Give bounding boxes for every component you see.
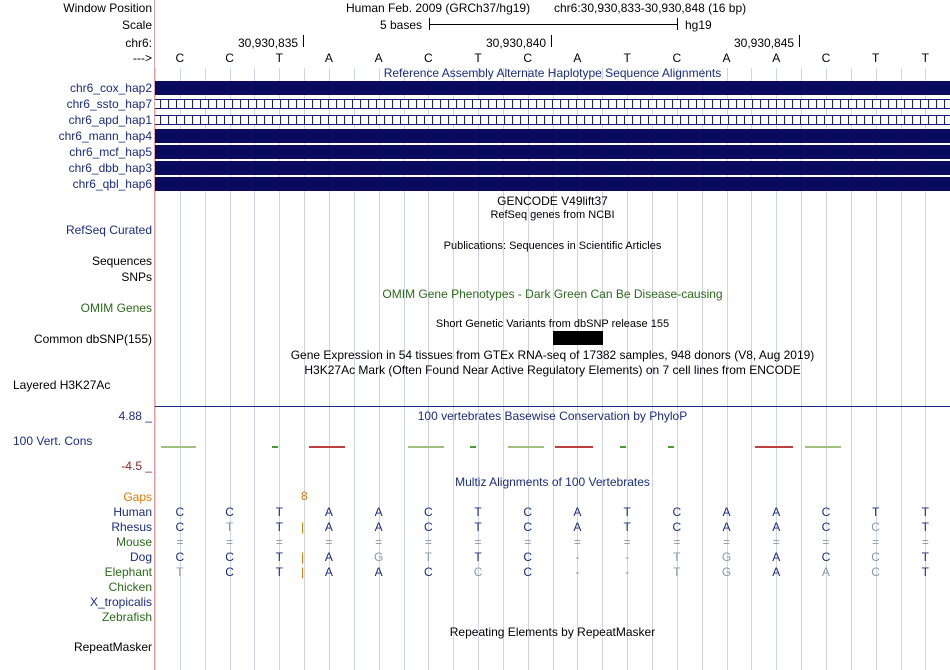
aligned-base: T bbox=[673, 565, 681, 579]
scale-bar-right-tick bbox=[677, 18, 678, 30]
aligned-base: A bbox=[324, 550, 333, 564]
haplotype-bar[interactable] bbox=[155, 99, 950, 109]
aligned-base: A bbox=[374, 505, 383, 519]
phylop-track-label[interactable]: 100 Vert. Cons bbox=[13, 434, 93, 448]
aligned-base: = bbox=[573, 535, 581, 549]
ruler-tick-label-1: 30,930,835 bbox=[238, 36, 299, 50]
publications-description: Publications: Sequences in Scientific Articles bbox=[443, 240, 662, 252]
aligned-base: = bbox=[424, 535, 432, 549]
species-label[interactable]: Zebrafish bbox=[101, 610, 152, 624]
aligned-base: T bbox=[623, 520, 631, 534]
aligned-base: C bbox=[523, 550, 533, 564]
phylop-score-mark bbox=[620, 446, 626, 448]
hap-label-mann[interactable]: chr6_mann_hap4 bbox=[58, 129, 152, 143]
haplotype-bar[interactable] bbox=[155, 81, 950, 95]
strand-arrow-label: ---> bbox=[133, 51, 152, 65]
alt-haplotype-title: Reference Assembly Alternate Haplotype Sequence Alignments bbox=[383, 66, 722, 80]
aligned-base: A bbox=[772, 505, 781, 519]
aligned-base: C bbox=[175, 550, 185, 564]
ruler-tick-label-2: 30,930,840 bbox=[486, 36, 547, 50]
sequence-base: A bbox=[573, 51, 582, 65]
hap-label-dbb[interactable]: chr6_dbb_hap3 bbox=[68, 161, 152, 175]
scale-bases-text: 5 bases bbox=[380, 18, 423, 32]
omim-label[interactable]: OMIM Genes bbox=[80, 301, 152, 315]
ruler-tick-label-3: 30,930,845 bbox=[734, 36, 795, 50]
aligned-base: T bbox=[921, 550, 930, 564]
aligned-base: T bbox=[424, 550, 433, 564]
hap-label-ssto[interactable]: chr6_ssto_hap7 bbox=[66, 97, 152, 111]
aligned-base: = bbox=[723, 535, 731, 549]
repeatmasker-description: Repeating Elements by RepeatMasker bbox=[449, 625, 656, 639]
assembly-text: Human Feb. 2009 (GRCh37/hg19) bbox=[346, 1, 531, 15]
aligned-base: A bbox=[324, 565, 333, 579]
species-label[interactable]: Mouse bbox=[115, 535, 152, 549]
aligned-base: = bbox=[375, 535, 383, 549]
sequence-base: T bbox=[623, 51, 631, 65]
aligned-base: C bbox=[225, 565, 234, 579]
track-label-column bbox=[0, 0, 155, 670]
haplotype-bar[interactable] bbox=[155, 115, 950, 125]
aligned-base: = bbox=[921, 535, 929, 549]
aligned-base: C bbox=[225, 505, 234, 519]
haplotype-bar[interactable] bbox=[155, 145, 950, 159]
aligned-base: C bbox=[871, 565, 880, 579]
ruler-tick-2 bbox=[551, 35, 552, 47]
aligned-base: = bbox=[176, 535, 184, 549]
sequence-base: A bbox=[722, 51, 731, 65]
species-label[interactable]: X_tropicalis bbox=[89, 595, 152, 609]
dbsnp-description: Short Genetic Variants from dbSNP release 155 bbox=[435, 318, 670, 330]
sequence-base: A bbox=[772, 51, 781, 65]
position-text: chr6:30,930,833-30,930,848 (16 bp) bbox=[554, 1, 747, 15]
species-label[interactable]: Elephant bbox=[104, 565, 152, 579]
aligned-base: A bbox=[772, 520, 781, 534]
phylop-top-line bbox=[155, 406, 950, 407]
aligned-base: A bbox=[772, 565, 781, 579]
aligned-base: A bbox=[324, 520, 333, 534]
aligned-base: T bbox=[275, 505, 283, 519]
sequence-base: C bbox=[821, 51, 831, 65]
sequence-base: A bbox=[374, 51, 383, 65]
sequence-base: C bbox=[424, 51, 433, 65]
species-label[interactable]: Rhesus bbox=[111, 520, 152, 534]
phylop-score-mark bbox=[161, 446, 196, 448]
sequence-base: C bbox=[175, 51, 185, 65]
aligned-base: A bbox=[722, 520, 731, 534]
species-label[interactable]: Dog bbox=[129, 550, 152, 564]
aligned-base: T bbox=[871, 505, 880, 519]
gap-marker: | bbox=[301, 520, 305, 534]
aligned-base: T bbox=[176, 565, 184, 579]
hap-label-cox[interactable]: chr6_cox_hap2 bbox=[69, 81, 152, 95]
sequence-base: T bbox=[275, 51, 283, 65]
aligned-base: C bbox=[424, 520, 433, 534]
aligned-base: A bbox=[324, 505, 333, 519]
phylop-score-mark bbox=[508, 446, 544, 448]
gaps-label: Gaps bbox=[123, 490, 152, 504]
aligned-base: C bbox=[523, 505, 533, 519]
aligned-base: = bbox=[226, 535, 234, 549]
aligned-base: A bbox=[772, 550, 781, 564]
aligned-base: = bbox=[872, 535, 880, 549]
haplotype-bar[interactable] bbox=[155, 161, 950, 175]
aligned-base: A bbox=[374, 520, 383, 534]
aligned-base: = bbox=[524, 535, 532, 549]
sequences-label[interactable]: Sequences bbox=[91, 254, 152, 268]
aligned-base: C bbox=[424, 565, 433, 579]
aligned-base: C bbox=[424, 505, 433, 519]
aligned-base: A bbox=[722, 505, 731, 519]
refseq-label[interactable]: RefSeq Curated bbox=[65, 223, 152, 237]
aligned-base: A bbox=[573, 505, 582, 519]
aligned-base: - bbox=[575, 565, 580, 579]
aligned-base: T bbox=[474, 520, 482, 534]
aligned-base: T bbox=[275, 565, 283, 579]
aligned-base: = bbox=[772, 535, 780, 549]
gtex-description: Gene Expression in 54 tissues from GTEx RNA-seq of 17382 samples, 948 donors (V8, Aug 2019) bbox=[290, 348, 815, 362]
aligned-base: T bbox=[474, 505, 482, 519]
hap-label-qbl[interactable]: chr6_qbl_hap6 bbox=[72, 177, 152, 191]
aligned-base: C bbox=[175, 505, 185, 519]
aligned-base: A bbox=[374, 565, 383, 579]
scale-label: Scale bbox=[121, 18, 152, 32]
aligned-base: A bbox=[821, 565, 830, 579]
haplotype-bar[interactable] bbox=[155, 129, 950, 143]
aligned-base: C bbox=[672, 520, 682, 534]
sequence-base: A bbox=[324, 51, 333, 65]
aligned-base: G bbox=[373, 550, 384, 564]
omim-title: OMIM Gene Phenotypes - Dark Green Can Be Disease-causing bbox=[382, 287, 723, 301]
phylop-score-mark bbox=[309, 446, 345, 448]
aligned-base: = bbox=[623, 535, 631, 549]
aligned-base: T bbox=[921, 520, 930, 534]
phylop-score-mark bbox=[272, 446, 278, 448]
dbsnp-variant-block[interactable] bbox=[553, 331, 603, 345]
species-label[interactable]: Human bbox=[113, 505, 152, 519]
aligned-base: = bbox=[275, 535, 283, 549]
sequence-base: T bbox=[921, 51, 930, 65]
species-label[interactable]: Chicken bbox=[108, 580, 152, 594]
sequence-base: T bbox=[474, 51, 482, 65]
phylop-score-mark bbox=[668, 446, 674, 448]
aligned-base: T bbox=[225, 520, 234, 534]
aligned-base: C bbox=[672, 505, 682, 519]
aligned-base: = bbox=[474, 535, 482, 549]
aligned-base: C bbox=[821, 520, 831, 534]
aligned-base: C bbox=[821, 505, 831, 519]
aligned-base: G bbox=[721, 565, 732, 579]
aligned-base: C bbox=[473, 565, 483, 579]
ruler-tick-3 bbox=[799, 35, 800, 47]
aligned-base: = bbox=[325, 535, 333, 549]
aligned-base: = bbox=[822, 535, 830, 549]
gencode-title: GENCODE V49lift37 bbox=[497, 194, 608, 208]
aligned-base: T bbox=[673, 550, 681, 564]
gap-marker: | bbox=[301, 550, 305, 564]
multiz-title: Multiz Alignments of 100 Vertebrates bbox=[455, 475, 650, 489]
phylop-score-mark bbox=[555, 446, 593, 448]
aligned-base: C bbox=[871, 550, 880, 564]
aligned-base: C bbox=[175, 520, 185, 534]
snps-label[interactable]: SNPs bbox=[121, 270, 152, 284]
ruler-tick-1 bbox=[303, 35, 304, 47]
repeatmasker-label[interactable]: RepeatMasker bbox=[73, 640, 152, 654]
aligned-base: G bbox=[721, 550, 732, 564]
window-position-label: Window Position bbox=[63, 1, 152, 15]
phylop-score-mark bbox=[408, 446, 444, 448]
aligned-base: C bbox=[871, 520, 880, 534]
aligned-base: T bbox=[623, 505, 631, 519]
aligned-base: T bbox=[921, 505, 930, 519]
chrom-label: chr6: bbox=[125, 36, 152, 50]
aligned-base: T bbox=[275, 550, 283, 564]
gap-count: 8 bbox=[301, 489, 308, 503]
phylop-min-label: -4.5 _ bbox=[121, 459, 152, 473]
h3k27ac-label[interactable]: Layered H3K27Ac bbox=[13, 378, 111, 392]
aligned-base: - bbox=[625, 565, 630, 579]
hap-label-apd[interactable]: chr6_apd_hap1 bbox=[68, 113, 152, 127]
hap-label-mcf[interactable]: chr6_mcf_hap5 bbox=[69, 145, 152, 159]
aligned-base: T bbox=[921, 565, 930, 579]
phylop-score-mark bbox=[755, 446, 793, 448]
phylop-title: 100 vertebrates Basewise Conservation by PhyloP bbox=[417, 409, 688, 423]
scale-db-text: hg19 bbox=[685, 18, 712, 32]
refseq-description: RefSeq genes from NCBI bbox=[490, 209, 615, 221]
phylop-score-mark bbox=[805, 446, 841, 448]
sequence-base: C bbox=[523, 51, 533, 65]
aligned-base: A bbox=[573, 520, 582, 534]
sequence-base: T bbox=[871, 51, 880, 65]
aligned-base: C bbox=[523, 565, 533, 579]
gap-marker: | bbox=[301, 565, 305, 579]
aligned-base: C bbox=[523, 520, 533, 534]
aligned-base: C bbox=[225, 550, 234, 564]
aligned-base: T bbox=[275, 520, 283, 534]
phylop-score-mark bbox=[470, 446, 476, 448]
haplotype-bar[interactable] bbox=[155, 177, 950, 191]
scale-bar bbox=[429, 24, 677, 25]
sequence-base: C bbox=[225, 51, 234, 65]
aligned-base: C bbox=[821, 550, 831, 564]
sequence-base: C bbox=[672, 51, 682, 65]
aligned-base: - bbox=[575, 550, 580, 564]
aligned-base: = bbox=[673, 535, 681, 549]
aligned-base: T bbox=[474, 550, 482, 564]
dbsnp-label[interactable]: Common dbSNP(155) bbox=[33, 332, 152, 346]
aligned-base: - bbox=[625, 550, 630, 564]
h3k27ac-description: H3K27Ac Mark (Often Found Near Active Regulatory Elements) on 7 cell lines from ENCODE bbox=[304, 363, 801, 377]
phylop-max-label: 4.88 _ bbox=[118, 409, 152, 423]
